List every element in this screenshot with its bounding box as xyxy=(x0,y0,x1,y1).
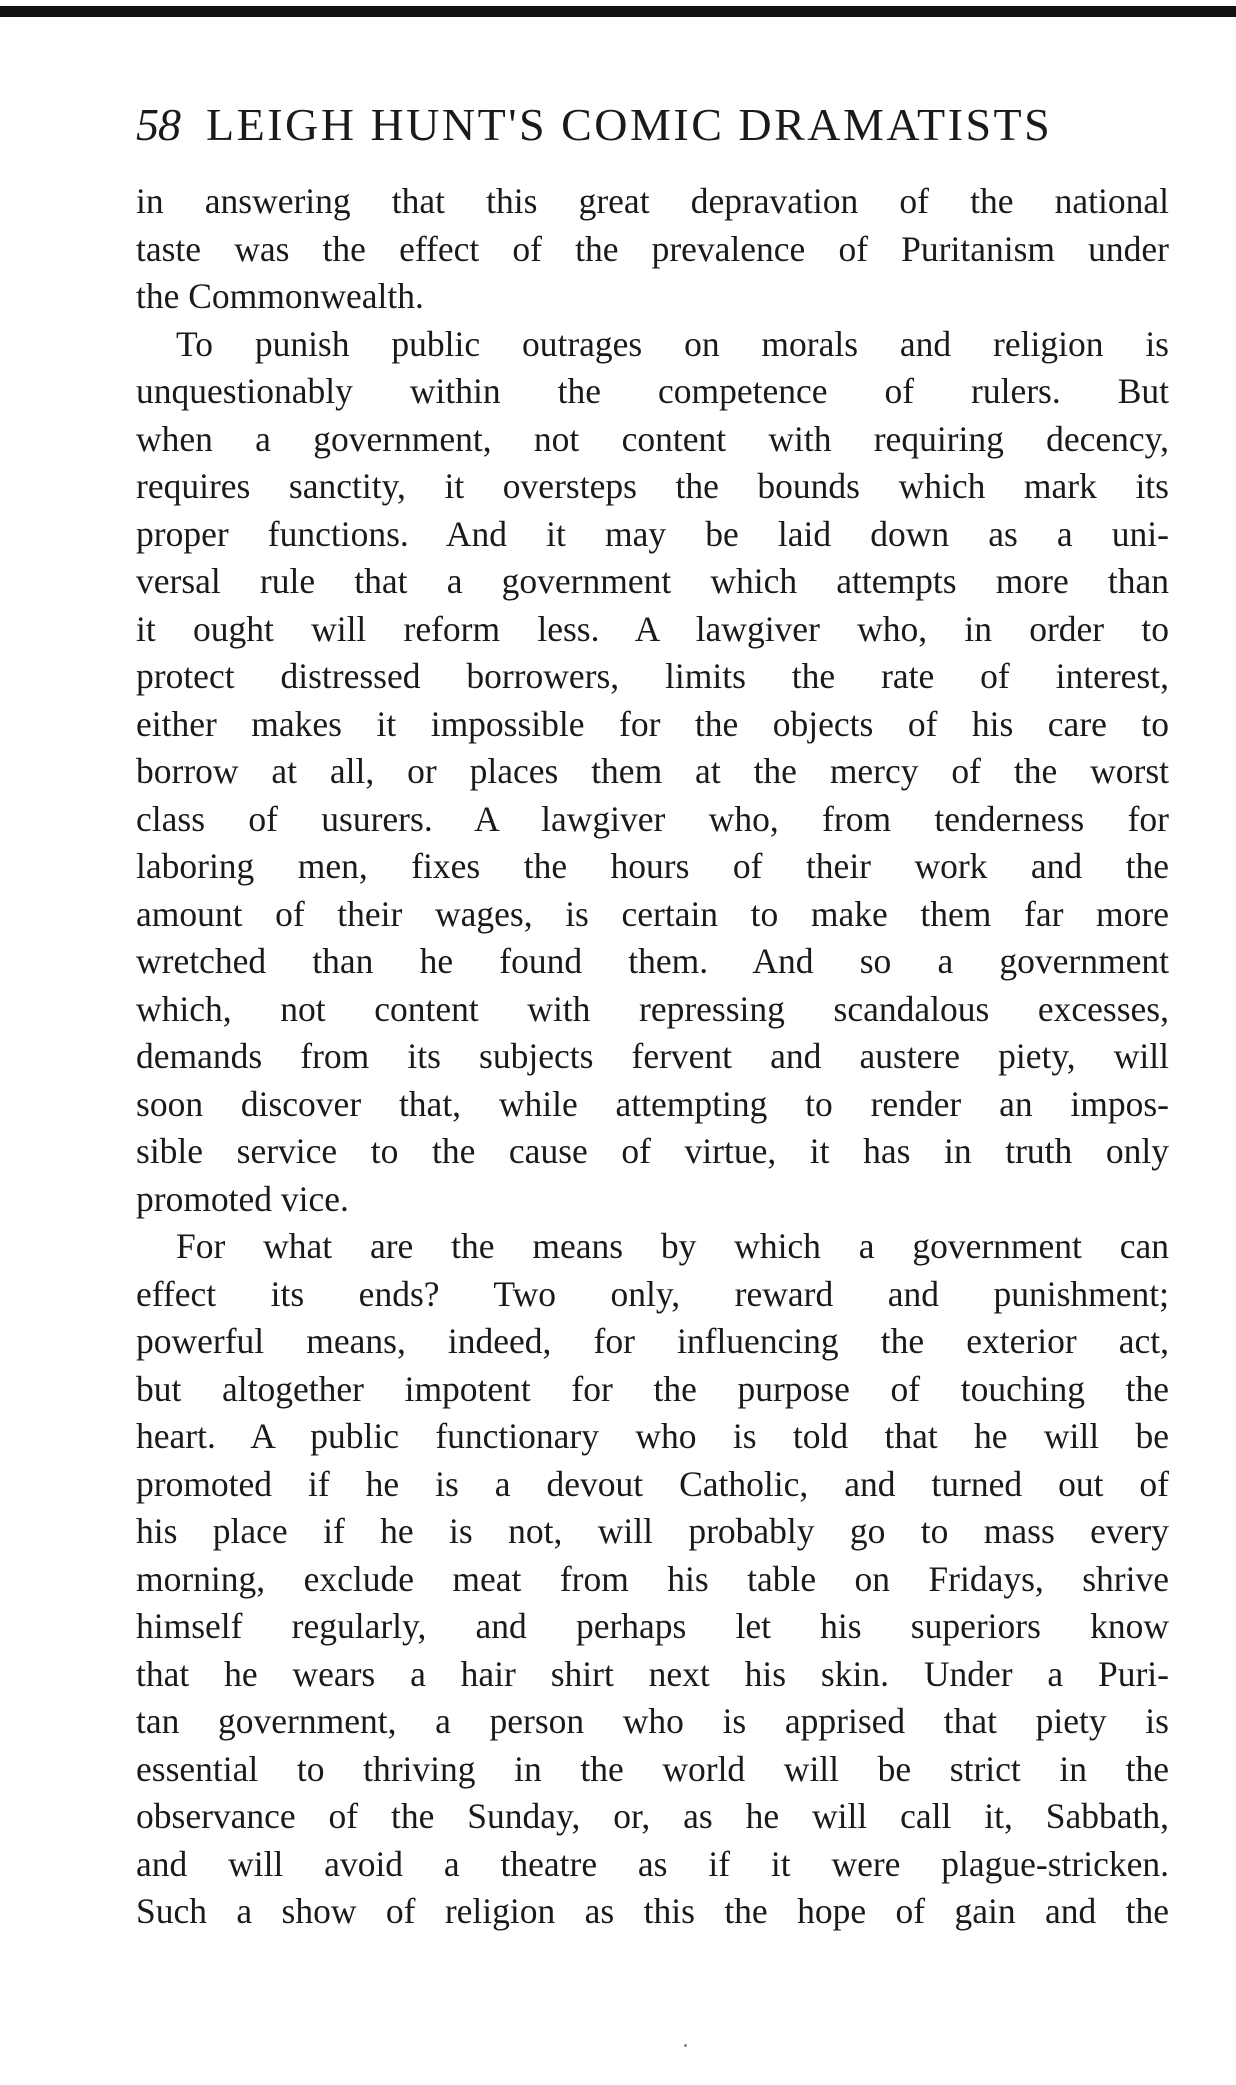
text-line: heart. A public functionary who is told that he will be xyxy=(136,1416,1169,1456)
text-line: in answering that this great depravation of the national xyxy=(136,181,1169,221)
text-line: his place if he is not, will probably go to mass every xyxy=(136,1511,1169,1551)
text-line: proper functions. And it may be laid down as a uni- xyxy=(136,513,1169,554)
text-line: either makes it impossible for the objects of his care to xyxy=(136,703,1169,744)
text-line: effect its ends? Two only, reward and punishment; xyxy=(136,1273,1169,1314)
text-line: when a government, not content with requiring decency, xyxy=(136,418,1169,459)
text-line: class of usurers. A lawgiver who, from tenderness for xyxy=(136,798,1169,839)
text-line: promoted vice. xyxy=(136,1178,349,1219)
page-number: 58 xyxy=(136,99,180,150)
scan-speck xyxy=(684,2044,687,2047)
text-line: requires sanctity, it oversteps the bounds which mark its xyxy=(136,466,1169,506)
text-line: tan government, a person who is apprised that piety is xyxy=(136,1701,1169,1741)
text-line: Such a show of religion as this the hope of gain and the xyxy=(136,1891,1169,1931)
text-line: versal rule that a government which attempts more than xyxy=(136,561,1169,601)
text-line: wretched than he found them. And so a government xyxy=(136,941,1169,981)
text-line: and will avoid a theatre as if it were plague-stricken. xyxy=(136,1843,1169,1884)
page-header xyxy=(136,98,1176,154)
text-line: unquestionably within the competence of rulers. But xyxy=(136,371,1169,411)
text-line: but altogether impotent for the purpose of touching the xyxy=(136,1368,1169,1409)
text-line: essential to thriving in the world will be strict in the xyxy=(136,1748,1169,1789)
paragraph-first-line: For what are the means by which a government can xyxy=(176,1226,1169,1266)
text-line: morning, exclude meat from his table on Fridays, shrive xyxy=(136,1558,1169,1599)
text-line: observance of the Sunday, or, as he will call it, Sabbath, xyxy=(136,1796,1169,1836)
text-line: himself regularly, and perhaps let his superiors know xyxy=(136,1606,1169,1646)
text-line: the Commonwealth. xyxy=(136,276,424,316)
text-line: promoted if he is a devout Catholic, and turned out of xyxy=(136,1463,1169,1504)
text-line: taste was the effect of the prevalence of Puritanism under xyxy=(136,228,1169,269)
top-rule xyxy=(0,6,1236,17)
text-line: protect distressed borrowers, limits the rate of interest, xyxy=(136,656,1169,696)
text-line: demands from its subjects fervent and austere piety, will xyxy=(136,1036,1169,1076)
running-head: LEIGH HUNT'S COMIC DRAMATISTS xyxy=(206,99,1053,150)
text-line: which, not content with repressing scandalous excesses, xyxy=(136,988,1169,1029)
text-line: amount of their wages, is certain to make them far more xyxy=(136,893,1169,934)
body-text xyxy=(136,178,1169,1936)
text-line: that he wears a hair shirt next his skin. Under a Puri- xyxy=(136,1653,1169,1694)
text-line: sible service to the cause of virtue, it has in truth only xyxy=(136,1131,1169,1171)
text-line: borrow at all, or places them at the mercy of the worst xyxy=(136,751,1169,791)
text-line: soon discover that, while attempting to render an impos- xyxy=(136,1083,1169,1124)
paragraph-first-line: To punish public outrages on morals and religion is xyxy=(176,323,1169,364)
text-line: powerful means, indeed, for influencing the exterior act, xyxy=(136,1321,1169,1361)
text-line: laboring men, fixes the hours of their work and the xyxy=(136,846,1169,886)
text-line: it ought will reform less. A lawgiver who, in order to xyxy=(136,608,1169,649)
